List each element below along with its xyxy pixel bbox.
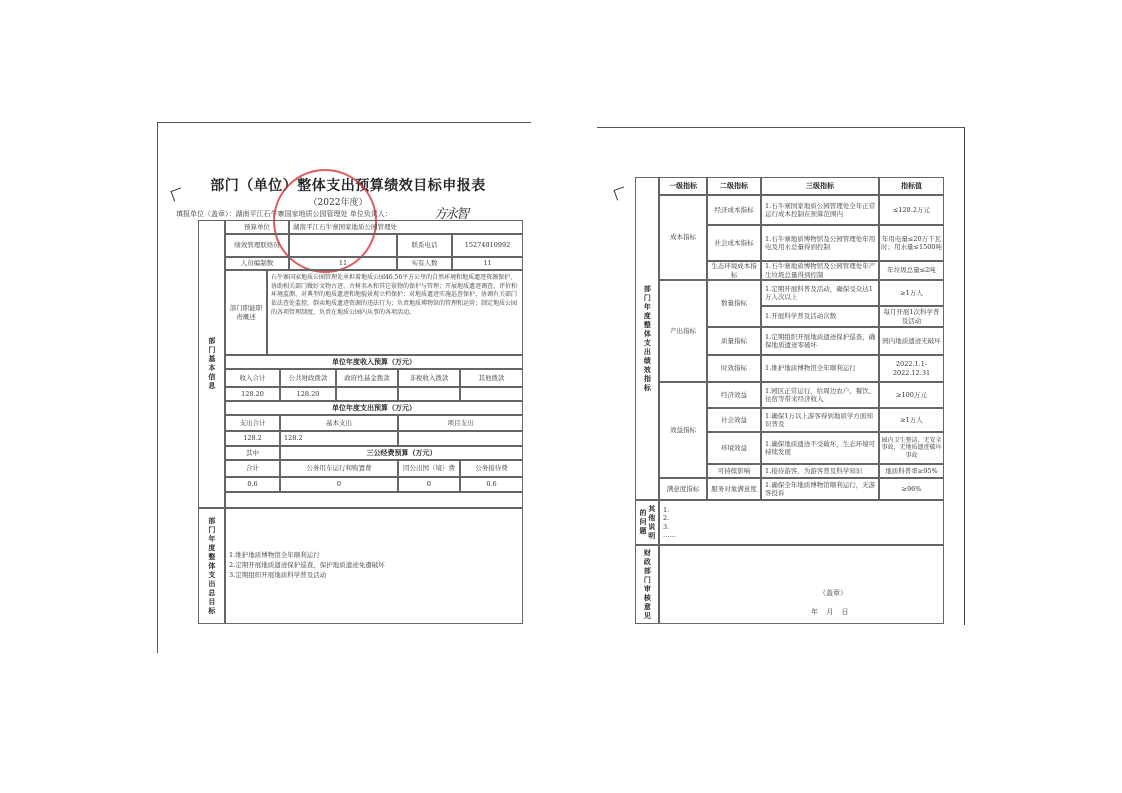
benefit-sub: 经济效益	[707, 382, 761, 408]
three-val-abroad: 0	[398, 477, 460, 492]
income-header: 单位年度收入预算（万元）	[225, 355, 523, 369]
benefit-desc: 1.接待游客，为游客普及科学知识	[761, 464, 879, 478]
income-col-total: 收入合计	[225, 369, 280, 387]
header-value: 指标值	[879, 177, 944, 195]
three-val-car: 0	[280, 477, 398, 492]
output-val: 园内地质遗迹无破坏	[879, 327, 944, 355]
goal-item: 3.定期组织开展地质科学普及活动	[229, 570, 327, 579]
actual-staff-label: 实有人数	[397, 257, 452, 270]
basic-info-table	[198, 220, 523, 624]
cost-sub: 社会成本指标	[707, 225, 761, 261]
benefit-val: ≥1万人	[879, 408, 944, 432]
satisfaction-sub: 服务对象满意度	[707, 478, 761, 500]
benefit-desc: 1.确保1万以上游客得到地质学方面知识普及	[761, 408, 879, 432]
output-desc: 1.定期组织开展地质遗迹保护巡查，确保地质遗迹零破坏	[761, 327, 879, 355]
corner-mark	[613, 186, 627, 200]
cost-val: 年用电量≤20万千瓦时；用水量≤1500吨	[879, 225, 944, 261]
output-val: ≥1万人	[879, 280, 944, 306]
expense-val-basic: 128.2	[280, 431, 398, 446]
benefit-val: 地质科普率≥95%	[879, 464, 944, 478]
benefit-sub: 社会效益	[707, 408, 761, 432]
expense-val-project	[398, 431, 523, 446]
three-col-reception: 公务接待费	[460, 460, 523, 477]
output-val: 每月开展1次科学普及活动	[879, 306, 944, 327]
satisfaction-desc: 1.确保全年地质博物馆顺利运行，无游客投诉	[761, 478, 879, 500]
cost-indicator-label: 成本指标	[659, 195, 707, 280]
section-basic-label: 部门基本信息	[198, 220, 225, 508]
date-text: 年 月 日	[811, 608, 852, 616]
income-val-total: 128.20	[225, 387, 280, 401]
benefit-desc: 1.园区正常运行，给周边农户、餐饮、住宿等带来经济收入	[761, 382, 879, 408]
handwritten-signature: 方永智	[434, 207, 468, 222]
goal-item: 2.定期开展地质遗迹保护巡查，保护地质遗迹免遭破坏	[229, 561, 385, 570]
satisfaction-val: ≥96%	[879, 478, 944, 500]
staff-quota-value: 11	[289, 257, 397, 270]
form-title: 部门（单位）整体支出预算绩效目标申报表	[210, 178, 486, 194]
goal-item: 1.维护地质博物馆全年顺利运行	[229, 551, 320, 560]
perf-admin-value	[289, 234, 397, 257]
income-val-fund	[336, 387, 398, 401]
income-col-nontax: 非税收入拨款	[398, 369, 460, 387]
cost-val: ≤128.2万元	[879, 195, 944, 225]
three-funds-prefix: 其中	[225, 446, 280, 460]
budget-unit-value: 湖南平江石牛寨国家地质公园管理处	[289, 220, 523, 234]
three-val-total: 0.6	[225, 477, 280, 492]
expense-header: 单位年度支出预算（万元）	[225, 401, 523, 415]
benefit-sub: 环境效益	[707, 432, 761, 464]
output-sub: 时效指标	[707, 355, 761, 382]
output-val: 2022.1.1-2022.12.31	[879, 355, 944, 382]
stamp-text: （盖章）	[819, 589, 847, 597]
header-level2: 二级指标	[707, 177, 761, 195]
unit-line: 填报单位（盖章）：湖南平江石牛寨国家地质公园管理处 单位负责人：	[176, 210, 392, 218]
output-desc: 1.定期开展科普及活动，确保受众达1万人次以上	[761, 280, 879, 306]
header-level3: 三级指标	[761, 177, 879, 195]
benefit-sub: 可持续影响	[707, 464, 761, 478]
three-col-car: 公务用车运行和购置费	[280, 460, 398, 477]
output-sub: 质量指标	[707, 327, 761, 355]
three-funds-header: 三公经费预算（万元）	[280, 446, 523, 460]
phone-value: 15274010992	[452, 234, 523, 257]
note-item: ……	[663, 530, 676, 539]
cost-sub: 经济成本指标	[707, 195, 761, 225]
actual-staff-value: 11	[452, 257, 523, 270]
output-sub: 数量指标	[707, 280, 761, 327]
benefit-val: 园内卫生整洁，无安全事故，无地质遗迹破坏事故	[879, 432, 944, 464]
form-year: （2022年度）	[308, 198, 368, 208]
three-col-abroad: 因公出国（境）费	[398, 460, 460, 477]
three-val-reception: 0.6	[460, 477, 523, 492]
note-item: 1.	[663, 505, 670, 514]
perf-admin-label: 绩效管理联络员	[225, 234, 289, 257]
benefit-indicator-label: 效益指标	[659, 382, 707, 478]
cost-desc: 1.石牛寨地质博物馆及公园管理处年产生垃圾总量得到控制	[761, 261, 879, 280]
income-col-fund: 政府性基金拨款	[336, 369, 398, 387]
cost-desc: 1.石牛寨国家地质公园管理处全年正常运行成本控制在预算范围内	[761, 195, 879, 225]
review-box	[659, 545, 944, 624]
cost-desc: 1.石牛寨地质博物馆及公园管理处年用电及用水总量得到控制	[761, 225, 879, 261]
income-col-other: 其他拨款	[460, 369, 523, 387]
output-desc: 1.开展科学普及活动次数	[761, 306, 879, 327]
budget-unit-label: 预算单位	[225, 220, 289, 234]
right-page	[597, 127, 965, 625]
expense-val-total: 128.2	[225, 431, 280, 446]
cost-sub: 生态环境成本指标	[707, 261, 761, 280]
left-page	[157, 122, 531, 653]
income-val-other	[460, 387, 523, 401]
output-desc: 1.维护地质博物馆全年顺利运行	[761, 355, 879, 382]
cost-val: 年垃圾总量≤2吨	[879, 261, 944, 280]
benefit-desc: 1.确保地质遗迹不受破坏，生态环境可持续发展	[761, 432, 879, 464]
annual-goals	[225, 508, 523, 624]
expense-col-basic: 基本支出	[280, 415, 398, 431]
note-item: 2.	[663, 514, 670, 523]
output-indicator-label: 产出指标	[659, 280, 707, 382]
satisfaction-indicator-label: 满意度指标	[659, 478, 707, 500]
header-level1: 一级指标	[659, 177, 707, 195]
expense-col-project: 项目支出	[398, 415, 523, 431]
note-item: 3.	[663, 522, 670, 531]
blank-row	[225, 492, 523, 508]
staff-quota-label: 人员编制数	[225, 257, 289, 270]
income-col-public: 公共财政拨款	[280, 369, 336, 387]
income-val-nontax	[398, 387, 460, 401]
section-perf-label: 部门年度整体支出绩效指标	[635, 177, 659, 500]
benefit-val: ≥100万元	[879, 382, 944, 408]
income-val-public: 128.20	[280, 387, 336, 401]
review-label: 财政部门审核意见	[635, 545, 659, 624]
other-notes-label: 其他说明的问题	[635, 500, 659, 545]
three-col-total: 合计	[225, 460, 280, 477]
duties-label: 部门职能职责概述	[225, 270, 267, 355]
performance-table	[635, 177, 944, 624]
duties-text: 石牛寨国家地质公园管理处承担着地质公园46.56平方公里的自然环境和地质遗迹资源保护，协助相关部门做好文物古迹、古树名木和其它景物的保护与管理；开展地质遗迹调查、评价和环境监测、对典型的地质遗迹和地貌景观立档保护；对地质遗迹实施巡查保护，协调有关部门依法查处监控，倒卖地质遗迹资源的违法行为；负责地质博物馆的管理和运营；制定地质公园的各项管理制度，负责在地质公园内从事的各项活动。	[267, 270, 523, 355]
other-notes-list	[659, 500, 944, 545]
phone-label: 联系电话	[397, 234, 452, 257]
expense-col-total: 支出合计	[225, 415, 280, 431]
section-goals-label: 部门年度整体支出总目标	[198, 508, 225, 624]
